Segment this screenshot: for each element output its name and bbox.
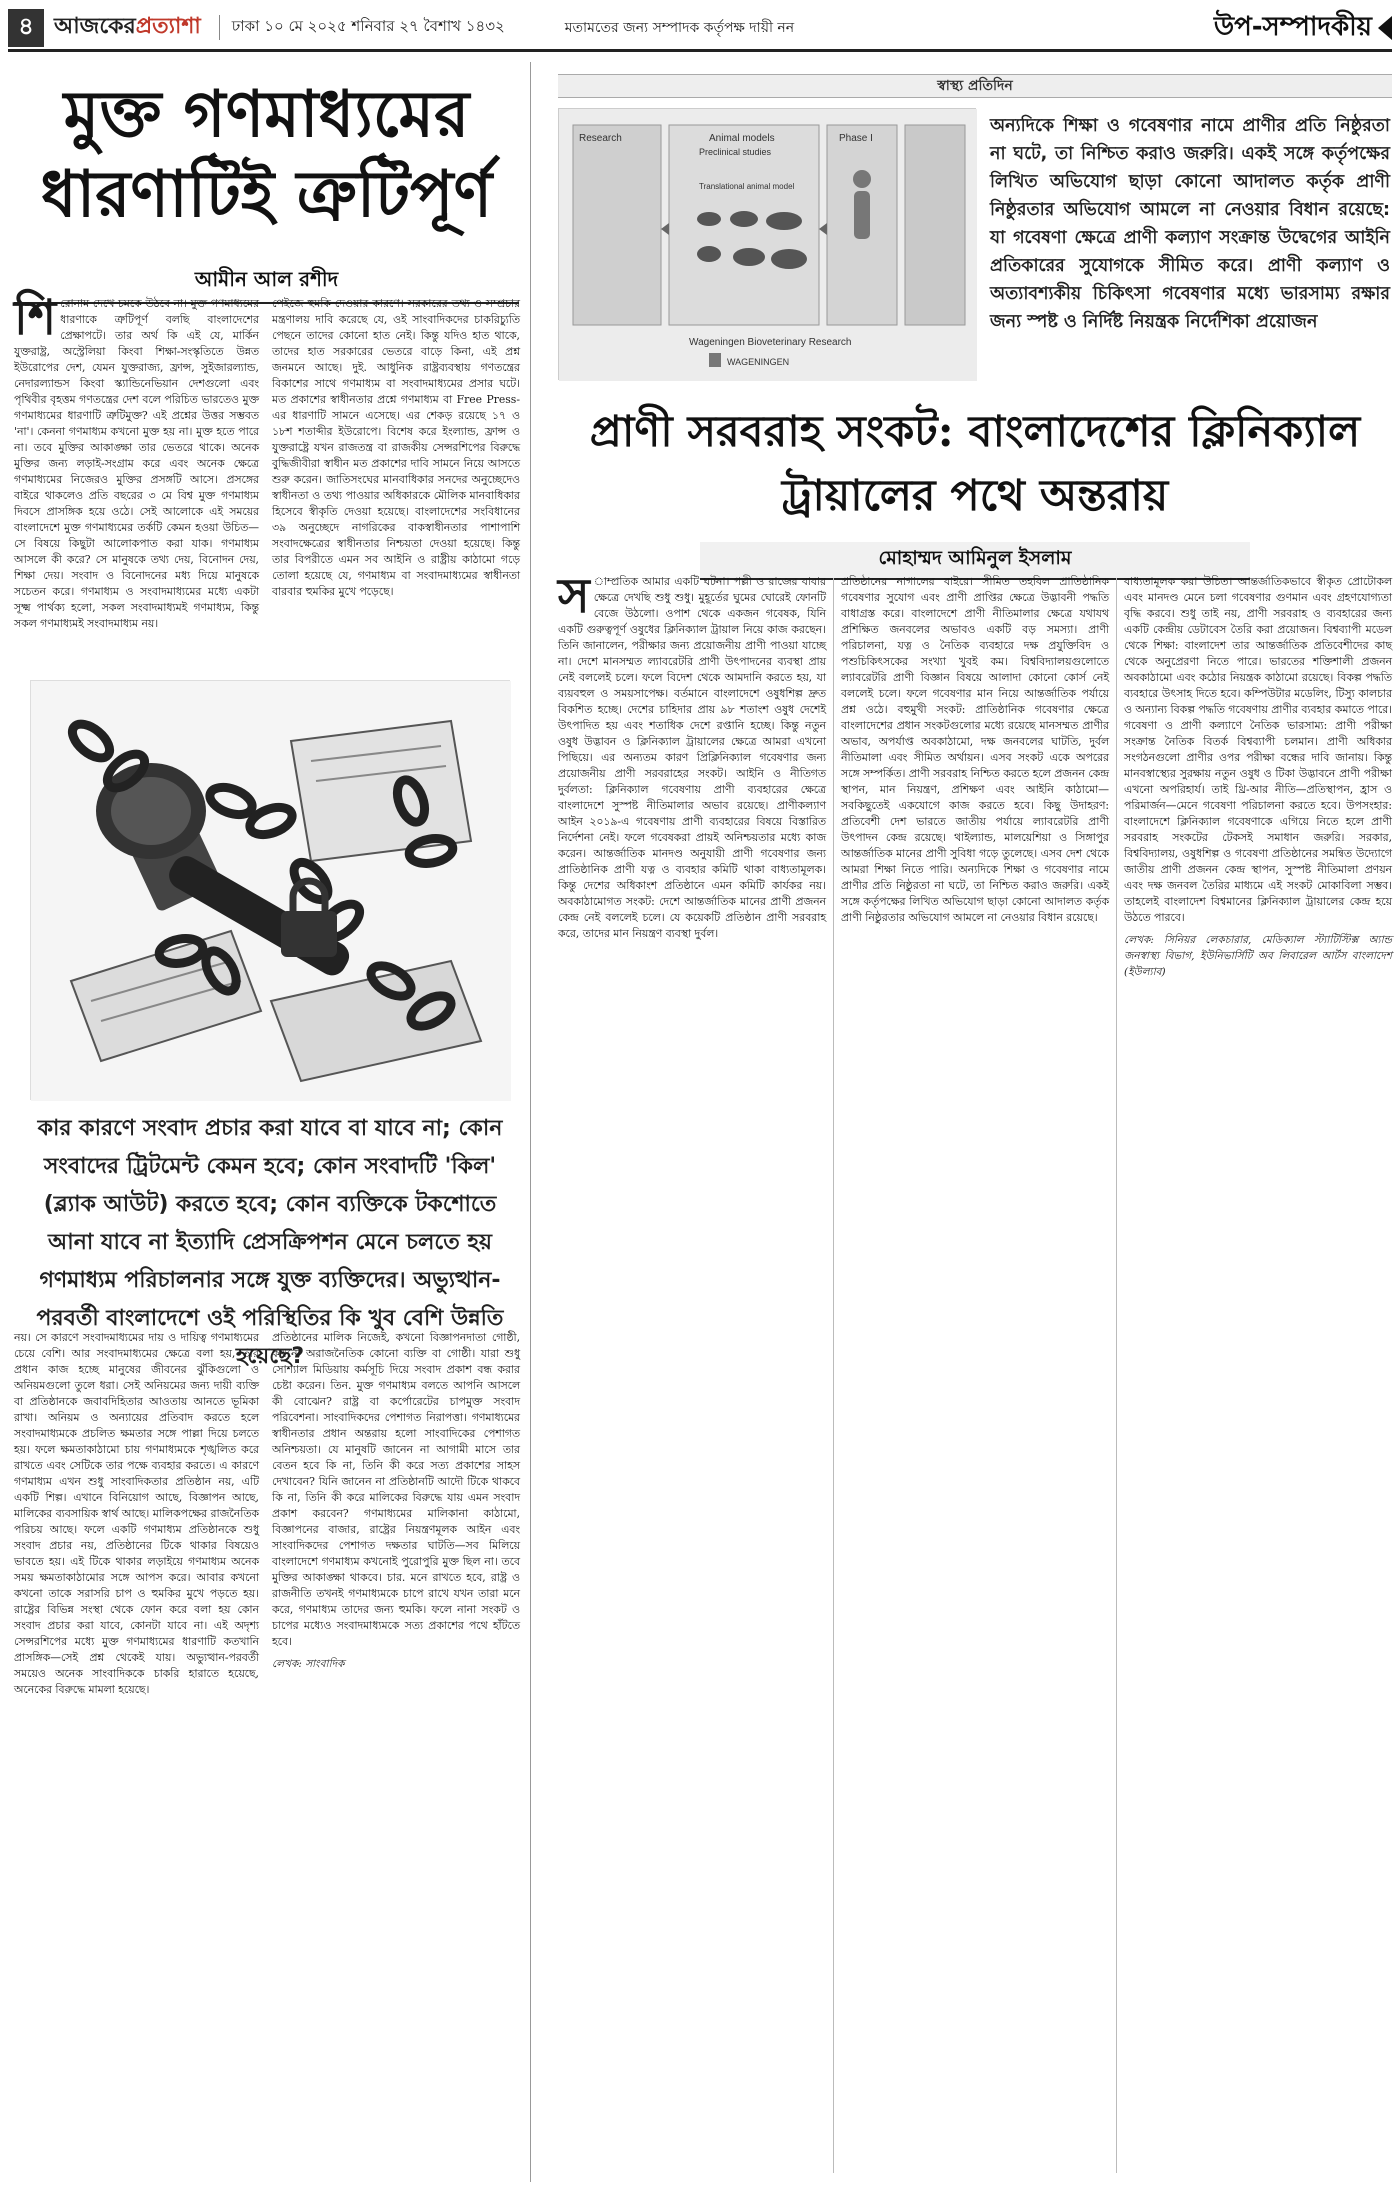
page-header [8,6,1392,52]
right-article-author: মোহাম্মদ আমিনুল ইসলাম [700,542,1250,580]
left-article-author: আমীন আল রশীদ [14,265,519,304]
left-article-text-2: পেইজে হুমকি দেওয়ার কারণে। সরকারের তথ্য ও সম্প্রচার মন্ত্রণালয় দাবি করেছে যে, ওই সাংবাদিকদের চাকরিচ্যুতি পেছনে তাদের কোনো হাত নেই। কিন্তু যদিও হাত থাকে, তাদের হাত সরকারের ভেতরে বাড়ে কিনা, এই প্রশ্ন জনমনে আছে। দুই. আধুনিক রাষ্ট্রব্যবস্থায় গণতন্ত্রের বিকাশের সাথে গণমাধ্যম বা সংবাদমাধ্যমের প্রসার ঘটে। মত প্রকাশের স্বাধীনতার প্রশ্নে গণমাধ্যম বা Free Press-এর ধারণাটি সামনে এসেছে। এর শেকড় রয়েছে ১৭ ও ১৮শ শতাব্দীর ইউরোপে। বিশেষ করে ইংল্যান্ড, ফ্রান্স ও যুক্তরাষ্ট্রে যখন রাজতন্ত্র বা রাজকীয় সেন্সরশিপের বিরুদ্ধে বুদ্ধিজীবীরা স্বাধীন মত প্রকাশের দাবি সামনে নিয়ে আসতে শুরু করেন। জাতিসংঘের মানবাধিকার সনদের অনুচ্ছেদেও স্বাধীনতা ও তথ্য পাওয়ার অধিকারকে মৌলিক মানবাধিকার হিসেবে স্বীকৃতি দেওয়া হয়েছে। বাংলাদেশের সংবিধানের ৩৯ অনুচ্ছেদে নাগরিকের বাকস্বাধীনতার পাশাপাশি সংবাদক্ষেত্রের স্বাধীনতার নিশ্চয়তা দেওয়া হয়েছে। কিন্তু তার বিপরীতে এমন সব আইনি ও রাষ্ট্রীয় কাঠামো গড়ে তোলা হয়েছে যে, গণমাধ্যম বা সংবাদমাধ্যমের স্বাধীনতা বারবার হুমকির মুখে পড়েছে। [272,297,520,598]
figure-label-translational: Translational animal model [699,182,795,191]
column-divider [530,62,531,2182]
page-number: ৪ [8,9,44,47]
pull-quote: অন্যদিকে শিক্ষা ও গবেষণার নামে প্রাণীর প্রতি নিষ্ঠুরতা না ঘটে, তা নিশ্চিত করাও জরুরি। একই সঙ্গে কর্তৃপক্ষের লিখিত অভিযোগ ছাড়া কোনো আদালত কর্তৃক প্রাণী নিষ্ঠুরতার অভিযোগ আমলে না নেওয়ার বিধান রয়েছে: যা গবেষণা ক্ষেত্রে প্রাণী কল্যাণ সংক্রান্ত উদ্বেগের আইনি প্রতিকারের সুযোগকে সীমিত করে। প্রাণী কল্যাণ ও অত্যাবশ্যকীয় চিকিৎসা গবেষণার মধ্যে ভারসাম্য রক্ষার জন্য স্পষ্ট ও নির্দিষ্ট নিয়ন্ত্রক নির্দেশিকা প্রয়োজন [990,116,1390,332]
right-article-title: প্রাণী সরবরাহ সংকট: বাংলাদেশের ক্লিনিক্যাল ট্রায়ালের পথে অন্তরায় [589,407,1361,521]
illustration-caption: কার কারণে সংবাদ প্রচার করা যাবে বা যাবে না; কোন সংবাদের ট্রিটমেন্ট কেমন হবে; কোন সংবাদটি 'কিল' (ব্ল্যাক আউট) করতে হবে; কোন ব্যক্তিকে টকশোতে আনা যাবে না ইত্যাদি প্রেসক্রিপশন মেনে চলতে হয় গণমাধ্যম পরিচালনার সঙ্গে যুক্ত ব্যক্তিদের। অভ্যুত্থান-পরবর্তী বাংলাদেশে ওই পরিস্থিতির কি খুব বেশি উন্নতি হয়েছে? [36,1116,504,1369]
preclinical-research-figure [558,108,976,380]
right-column-divider-1 [833,578,834,2173]
right-article-dropcap: স [558,568,590,624]
figure-credit: Wageningen Bioveterinary Research [689,337,852,348]
left-article-dropcap: শি [14,290,57,346]
figure-logo-text: WAGENINGEN [727,357,790,367]
dateline: ঢাকা ১০ মে ২০২৫ শনিবার ২৭ বৈশাখ ১৪৩২ [219,15,505,40]
newspaper-logo[interactable] [54,9,201,46]
right-article-text-2: প্রতিষ্ঠানের নাগালের বাইরে। সীমিত তহবিল প্রাতিষ্ঠানিক গবেষণার সুযোগ এবং প্রাণী প্রাপ্তির ক্ষেত্রে উদ্ভাবনী পদ্ধতি বাধাগ্রস্ত করে। বাংলাদেশে প্রাণী নীতিমালার ক্ষেত্রে যথাযথ প্রশিক্ষিত জনবলের অভাবও একটি বড় সমস্যা। প্রাণী পরিচালনা, যত্ন ও নৈতিক ব্যবহারে দক্ষ প্রযুক্তিবিদ ও পশুচিকিৎসকের সংখ্যা খুবই কম। বিশ্ববিদ্যালয়গুলোতে ল্যাবরেটরি প্রাণী বিজ্ঞান বিষয়ে আলাদা কোনো কোর্স নেই বললেই চলে। ফলে গবেষণার মান নিয়ে আন্তর্জাতিক পর্যায়ে প্রশ্ন ওঠে। বহুমুখী সংকট: প্রাতিষ্ঠানিক গবেষণার ক্ষেত্রে বাংলাদেশের প্রধান সংকটগুলোর মধ্যে রয়েছে মানসম্মত প্রাণীর অভাব, অপর্যাপ্ত অবকাঠামো, দক্ষ জনবলের ঘাটতি, দুর্বল নীতিমালা এবং সীমিত অর্থায়ন। এসব সংকট একে অপরের সঙ্গে সম্পর্কিত। প্রাণী সরবরাহ নিশ্চিত করতে হলে প্রজনন কেন্দ্র স্থাপন, মান নিয়ন্ত্রণ, প্রশিক্ষণ এবং আইনি কাঠামো—সবকিছুতেই একযোগে কাজ করতে হবে। কিছু উদাহরণ: প্রতিবেশী দেশ ভারতে জাতীয় পর্যায়ে ল্যাবরেটরি প্রাণী উৎপাদন কেন্দ্র রয়েছে। থাইল্যান্ড, মালয়েশিয়া ও সিঙ্গাপুর আন্তর্জাতিক মানের প্রাণী সুবিধা গড়ে তুলেছে। এসব দেশ থেকে আমরা শিক্ষা নিতে পারি। অন্যদিকে শিক্ষা ও গবেষণার নামে প্রাণীর প্রতি নিষ্ঠুরতা না ঘটে, তা নিশ্চিত করাও জরুরি। একই সঙ্গে কর্তৃপক্ষের লিখিত অভিযোগ ছাড়া কোনো আদালত কর্তৃক প্রাণী নিষ্ঠুরতার অভিযোগ আমলে না নেওয়ার বিধান রয়েছে। [841,575,1109,924]
left-article-text-4: প্রতিষ্ঠানের মালিক নিজেই, কখনো বিজ্ঞাপনদাতা গোষ্ঠী, কখনো অরাজনৈতিক কোনো ব্যক্তি বা গোষ্ঠী। যারা শুধু সোশ্যাল মিডিয়ায় কর্মসূচি দিয়ে সংবাদ প্রকাশ বন্ধ করার চেষ্টা করেন। তিন. মুক্ত গণমাধ্যম বলতে আপনি আসলে কী বোঝেন? রাষ্ট্র বা কর্পোরেটের চাপমুক্ত সংবাদ পরিবেশনা। সাংবাদিকদের পেশাগত নিরাপত্তা। গণমাধ্যমের স্বাধীনতার প্রধান অন্তরায় হলো সাংবাদিকের পেশাগত অনিশ্চয়তা। যে মানুষটি জানেন না আগামী মাসে তার বেতন হবে কি না, তিনি কী করে সত্য প্রকাশের সাহস দেখাবেন? যিনি জানেন না প্রতিষ্ঠানটি আদৌ টিকে থাকবে কি না, তিনি কী করে মালিকের বিরুদ্ধে যায় এমন সংবাদ প্রকাশ করবেন? গণমাধ্যমের মালিকানা কাঠামো, বিজ্ঞাপনের বাজার, রাষ্ট্রের নিয়ন্ত্রণমূলক আইন এবং সাংবাদিকদের পেশাগত দক্ষতার ঘাটতি—সব মিলিয়ে বাংলাদেশে গণমাধ্যম কখনোই পুরোপুরি মুক্ত ছিল না। তবে মুক্তির আকাঙ্ক্ষা থাকবে। চার. মনে রাখতে হবে, রাষ্ট্র ও রাজনীতি তখনই গণমাধ্যমকে চাপে রাখে যখন তারা মনে করে, গণমাধ্যম তাদের জন্য হুমকি। ফলে নানা সংকট ও চাপের মধ্যেও সংবাদমাধ্যমকে সত্য প্রকাশের পথে হাঁটতে হবে। [272,1331,520,1648]
chained-microphone-illustration [31,681,511,1101]
left-article-text-col4 [272,1330,520,2180]
right-article-text-col3 [1124,574,1392,2174]
brand-prefix: আজকের [54,14,136,39]
left-article-text-col3 [14,1330,259,2180]
press-freedom-illustration [30,680,510,1100]
left-article-text-1: রোনাম দেখে চমকে উঠবে না। মুক্ত গণমাধ্যমের ধারণাকে ত্রুটিপূর্ণ বলছি বাংলাদেশের প্রেক্ষাপটে। তার অর্থ কি এই যে, মার্কিন যুক্তরাষ্ট্র, অস্ট্রেলিয়া কিংবা শিক্ষা-সংস্কৃতিতে উন্নত ইউরোপের দেশ, যেমন যুক্তরাজ্য, ফ্রান্স, সুইজারল্যান্ড, নেদারল্যান্ডস কিংবা স্ক্যান্ডিনেভিয়ান দেশগুলো এবং পৃথিবীর বৃহত্তম গণতন্ত্রের দেশ বলে পরিচিত ভারতেও মুক্ত গণমাধ্যমের ধারণাটি ত্রুটিমুক্ত? এই প্রশ্নের উত্তর সম্ভবত 'না'। কেননা গণমাধ্যম কখনো মুক্ত হয় না। মুক্ত হতে পারে না। তবে মুক্তির আকাঙ্ক্ষা তার ভেতরে থাকে। অনেক মুক্তির জন্য লড়াই-সংগ্রাম করে এবং অনেক ক্ষেত্রে গণমাধ্যমের নিজেরও মুক্তির প্রসঙ্গটি আসে। প্রসঙ্গের বাইরে থাকলেও প্রতি বছরের ৩ মে বিশ্ব মুক্ত গণমাধ্যম দিবসে প্রাসঙ্গিক হয়ে ওঠে। সেই আলোকে এই সময়ের বাংলাদেশে মুক্ত গণমাধ্যমের তর্কটি কেমন হওয়া উচিত— সে বিষয়ে কিছুটা আলোকপাত করা যাক। গণমাধ্যম আসলে কী করে? সে মানুষকে তথ্য দেয়, বিনোদন দেয়, শিক্ষা দেয়। সংবাদ ও বিনোদনের মধ্য দিয়ে মানুষকে সচেতন করে। গণমাধ্যম ও সংবাদমাধ্যমের মধ্যে একটা সূক্ষ্ম পার্থক্য হলো, সকল সংবাদমাধ্যমই গণমাধ্যম, কিন্তু সকল গণমাধ্যমই সংবাদমাধ্যম নয়। [14,297,259,630]
figure-label-animal-models: Animal models [709,133,775,144]
health-section-label: স্বাস্থ্য প্রতিদিন [558,74,1392,98]
right-column-divider-2 [1116,578,1117,2173]
brand-highlight: প্রত্যাশা [135,14,201,39]
right-article-text-1: াম্প্রতিক আমার একটি ঘটনা। পল্লী ও রাজের বাবার ক্ষেত্রে দেখছি শুধু শুধু। মুহূর্তের ঘুমের ঘোরেই ফোনটি বেজে উঠলো। ওপাশ থেকে একজন গবেষক, যিনি একটি গুরুত্বপূর্ণ ওষুধের ক্লিনিক্যাল ট্রায়াল নিয়ে কাজ করছেন। তিনি জানালেন, পরীক্ষার জন্য প্রয়োজনীয় প্রাণী পাওয়া যাচ্ছে না। দেশে মানসম্মত ল্যাবরেটরি প্রাণী উৎপাদনের ব্যবস্থা প্রায় নেই বললেই চলে। ফলে বিদেশ থেকে আমদানি করতে হয়, যা ব্যয়বহুল ও সময়সাপেক্ষ। বর্তমানে বাংলাদেশে ওষুধশিল্প দ্রুত বিকশিত হচ্ছে। দেশের চাহিদার প্রায় ৯৮ শতাংশ ওষুধ দেশেই উৎপাদিত হয় এবং শতাধিক দেশে রপ্তানি হচ্ছে। কিন্তু নতুন ওষুধ উদ্ভাবন ও ক্লিনিক্যাল ট্রায়ালের ক্ষেত্রে আমরা এখনো পিছিয়ে। এর অন্যতম কারণ প্রিক্লিনিক্যাল গবেষণার জন্য প্রয়োজনীয় প্রাণী সরবরাহের সংকট। আইনি ও নীতিগত দুর্বলতা: ক্লিনিক্যাল গবেষণায় প্রাণী ব্যবহারের ক্ষেত্রে বাংলাদেশে সুস্পষ্ট নীতিমালার অভাব রয়েছে। প্রাণীকল্যাণ আইন ২০১৯-এ গবেষণায় প্রাণী ব্যবহারের বিষয়ে বিস্তারিত নির্দেশনা নেই। ফলে গবেষকরা প্রায়ই অনিশ্চয়তার মধ্যে কাজ করেন। আন্তর্জাতিক মানদণ্ড অনুযায়ী প্রাণী গবেষণার জন্য প্রাতিষ্ঠানিক প্রাণী যত্ন ও ব্যবহার কমিটি থাকা বাধ্যতামূলক। কিন্তু দেশের অধিকাংশ প্রতিষ্ঠানে এমন কমিটি কার্যকর নয়। অবকাঠামোগত সংকট: দেশে আন্তর্জাতিক মানের প্রাণী প্রজনন কেন্দ্র নেই বললেই চলে। যে কয়েকটি প্রতিষ্ঠান প্রাণী সরবরাহ করে, তাদের মান নিয়ন্ত্রণ ব্যবস্থা দুর্বল। [558,575,826,940]
right-article-text-col2 [841,574,1109,2174]
right-article-text-3: বাধ্যতামূলক করা উচিত। আন্তর্জাতিকভাবে স্বীকৃত প্রোটোকল এবং মানদণ্ড মেনে চলা গবেষণার গুণমান এবং গ্রহণযোগ্যতা বৃদ্ধি করবে। শুধু তাই নয়, প্রাণী সরবরাহ ও ব্যবহারের জন্য একটি কেন্দ্রীয় ডেটাবেস তৈরি করা প্রয়োজন। বিশ্বব্যাপী মডেল থেকে শিক্ষা: বাংলাদেশ তার আন্তর্জাতিক প্রতিবেশীদের কাছ থেকে অনুপ্রেরণা নিতে পারে। ভারতের শক্তিশালী প্রজনন অবকাঠামো এবং কঠোর নিয়ন্ত্রক কাঠামো রয়েছে। বিকল্প পদ্ধতি ব্যবহারে উৎসাহ দিতে হবে। কম্পিউটার মডেলিং, টিস্যু কালচার ও অন্যান্য বিকল্প পদ্ধতি গবেষণায় প্রাণীর ব্যবহার কমাতে পারে। গবেষণা ও প্রাণী কল্যাণে নৈতিক ভারসাম্য: প্রাণী পরীক্ষা সংক্রান্ত নৈতিক বিতর্ক বিশ্বব্যাপী চলমান। প্রাণী অধিকার সংগঠনগুলো প্রাণীর ওপর পরীক্ষা বন্ধের দাবি জানায়। কিন্তু মানবস্বাস্থ্যের সুরক্ষায় নতুন ওষুধ ও টিকা উদ্ভাবনে প্রাণী পরীক্ষা এখনো অপরিহার্য। তাই থ্রি-আর নীতি—প্রতিস্থাপন, হ্রাস ও পরিমার্জন—মেনে গবেষণা পরিচালনা করতে হবে। উপসংহার: বাংলাদেশে ক্লিনিক্যাল গবেষণাকে এগিয়ে নিতে হলে প্রাণী সরবরাহ সংকটের টেকসই সমাধান জরুরি। সরকার, বিশ্ববিদ্যালয়, ওষুধশিল্প ও গবেষণা প্রতিষ্ঠানের সমন্বিত উদ্যোগে জাতীয় প্রাণী প্রজনন কেন্দ্র স্থাপন, সুস্পষ্ট নীতিমালা প্রণয়ন এবং দক্ষ জনবল তৈরির মাধ্যমে এই সংকট মোকাবিলা সম্ভব। তাহলেই বাংলাদেশ বিশ্বমানের ক্লিনিক্যাল ট্রায়ালের কেন্দ্র হয়ে উঠতে পারবে। [1124,575,1392,924]
section-arrow-icon [1378,16,1392,40]
left-article-title: মুক্ত গণমাধ্যমের ধারণাটিই ত্রুটিপূর্ণ [40,77,493,232]
research-pipeline-diagram [559,109,977,381]
figure-label-phase1: Phase I [839,133,873,144]
left-article-text-col1 [14,290,259,666]
left-article-text-col2 [272,296,520,666]
left-article-author-note: লেখক: সাংবাদিক [272,1658,345,1670]
right-article-author-note: লেখক: সিনিয়র লেকচারার, মেডিক্যাল স্ট্যাটিস্টিক্স অ্যান্ড জনস্বাস্থ্য বিভাগ, ইউনিভার্সিটি অব লিবারেল আর্টস বাংলাদেশ (ইউল্যাব) [1124,934,1392,978]
figure-label-preclinical: Preclinical studies [699,147,772,157]
left-article-text-3: নয়। সে কারণে সংবাদমাধ্যমের দায় ও দায়িত্ব গণমাধ্যমের চেয়ে বেশি। আর সংবাদমাধ্যমের ক্ষেত্রে বলা হয়, তার প্রধান কাজ হচ্ছে মানুষের জীবনের ঝুঁকিগুলো ও অনিয়মগুলো তুলে ধরা। সেই অনিয়মের জন্য দায়ী ব্যক্তি বা প্রতিষ্ঠানকে জবাবদিহিতার আওতায় আনতে ভূমিকা রাখা। অনিয়ম ও অন্যায়ের প্রতিবাদ করতে হলে সংবাদমাধ্যমকে প্রচলিত ক্ষমতার সঙ্গে পাল্লা দিয়ে চলতে হয়। ফলে ক্ষমতাকাঠামো চায় গণমাধ্যমকে শৃঙ্খলিত করে রাখতে এবং সেটিকে তার পক্ষে ব্যবহার করতে। এ কারণে গণমাধ্যম এখন শুধু সাংবাদিকতার প্রতিষ্ঠান নয়, এটি একটি শিল্প। এখানে বিনিয়োগ আছে, বিজ্ঞাপন আছে, মালিকের ব্যবসায়িক স্বার্থ আছে। মালিকপক্ষের রাজনৈতিক পরিচয় আছে। ফলে একটি গণমাধ্যম প্রতিষ্ঠানকে শুধু সংবাদ প্রচার নয়, প্রতিষ্ঠানের টিকে থাকার বিষয়েও ভাবতে হয়। এই টিকে থাকার লড়াইয়ে গণমাধ্যম অনেক সময় ক্ষমতাকাঠামোর সঙ্গে আপস করে। আবার কখনো কখনো তাকে সরাসরি চাপ ও হুমকির মুখে পড়তে হয়। রাষ্ট্রের বিভিন্ন সংস্থা থেকে ফোন করে বলা হয় কোন সংবাদ প্রচার করা যাবে, কোনটা যাবে না। এই অদৃশ্য সেন্সরশিপের মধ্যে মুক্ত গণমাধ্যমের ধারণাটি কতখানি প্রাসঙ্গিক—সেই প্রশ্ন থেকেই যায়। অভ্যুত্থান-পরবর্তী সময়েও অনেক সাংবাদিককে চাকরি হারাতে হয়েছে, অনেকের বিরুদ্ধে মামলা হয়েছে। [14,1331,259,1696]
section-title [1214,6,1392,50]
editorial-disclaimer: মতামতের জন্য সম্পাদক কর্তৃপক্ষ দায়ী নন [564,19,795,36]
right-article-text-col1 [558,568,826,2174]
section-title-text: উপ-সম্পাদকীয় [1213,11,1372,42]
figure-label-research: Research [579,133,622,144]
